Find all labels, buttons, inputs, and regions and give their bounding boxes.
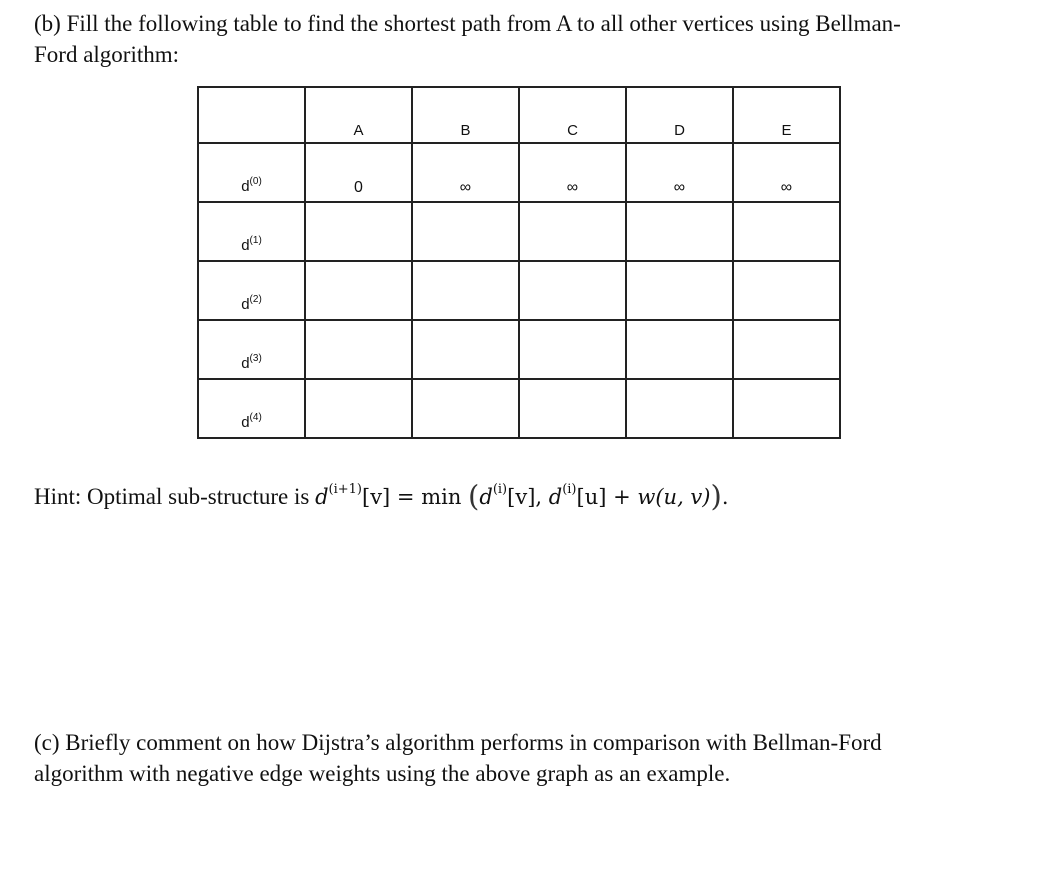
table-cell[interactable] xyxy=(305,320,412,379)
table-cell[interactable] xyxy=(519,202,626,261)
question-b-line2: Ford algorithm: xyxy=(34,42,180,67)
bellman-ford-table xyxy=(197,86,841,439)
table-cell[interactable] xyxy=(412,379,519,438)
table-row xyxy=(198,379,840,438)
column-header-d: D xyxy=(626,87,733,143)
table-cell: ∞ xyxy=(412,143,519,202)
table-cell[interactable] xyxy=(519,261,626,320)
table-row xyxy=(198,202,840,261)
table-cell[interactable] xyxy=(305,379,412,438)
table-cell[interactable] xyxy=(626,202,733,261)
table-cell[interactable] xyxy=(733,202,840,261)
table-row xyxy=(198,143,840,202)
question-b xyxy=(34,8,901,70)
table-cell[interactable] xyxy=(305,261,412,320)
table-row xyxy=(198,261,840,320)
row-label-d4: $d^{(4)}$ xyxy=(198,379,305,438)
table-cell[interactable] xyxy=(626,379,733,438)
hint-formula: $d^{(i+1)}[v] = \min (d^{(i)}[v]$, $d^{(i)}[u] + w(u$, v)). xyxy=(315,479,729,513)
question-c xyxy=(34,727,882,789)
table-cell[interactable] xyxy=(519,379,626,438)
hint-text xyxy=(34,476,729,514)
table-cell[interactable] xyxy=(412,320,519,379)
table-cell[interactable] xyxy=(412,202,519,261)
hint-prefix: Hint: Optimal sub-structure is xyxy=(34,484,316,509)
row-label-d1: $d^{(1)}$ xyxy=(198,202,305,261)
table-cell[interactable] xyxy=(733,320,840,379)
table-cell[interactable] xyxy=(626,320,733,379)
question-b-line1: (b) Fill the following table to find the shortest path from A to all other vertices using Bellman- xyxy=(34,11,901,36)
table-cell: ∞ xyxy=(519,143,626,202)
table-cell[interactable] xyxy=(519,320,626,379)
column-header-c: C xyxy=(519,87,626,143)
table-cell[interactable] xyxy=(412,261,519,320)
row-label-d0: $d^{(0)}$ xyxy=(198,143,305,202)
table-row xyxy=(198,320,840,379)
column-header-b: B xyxy=(412,87,519,143)
question-c-line2: algorithm with negative edge weights using the above graph as an example. xyxy=(34,761,731,786)
table-header-row xyxy=(198,87,840,143)
column-header-a: A xyxy=(305,87,412,143)
table-cell[interactable] xyxy=(733,379,840,438)
table-cell: 0 xyxy=(305,143,412,202)
table-cell[interactable] xyxy=(733,261,840,320)
column-header-e: E xyxy=(733,87,840,143)
table-cell[interactable] xyxy=(626,261,733,320)
row-label-d2: $d^{(2)}$ xyxy=(198,261,305,320)
row-label-d3: $d^{(3)}$ xyxy=(198,320,305,379)
question-c-line1: (c) Briefly comment on how Dijstra’s algorithm performs in comparison with Bellman-Ford xyxy=(34,730,882,755)
table-cell: ∞ xyxy=(733,143,840,202)
table-cell[interactable] xyxy=(305,202,412,261)
table-cell: ∞ xyxy=(626,143,733,202)
corner-cell xyxy=(198,87,305,143)
